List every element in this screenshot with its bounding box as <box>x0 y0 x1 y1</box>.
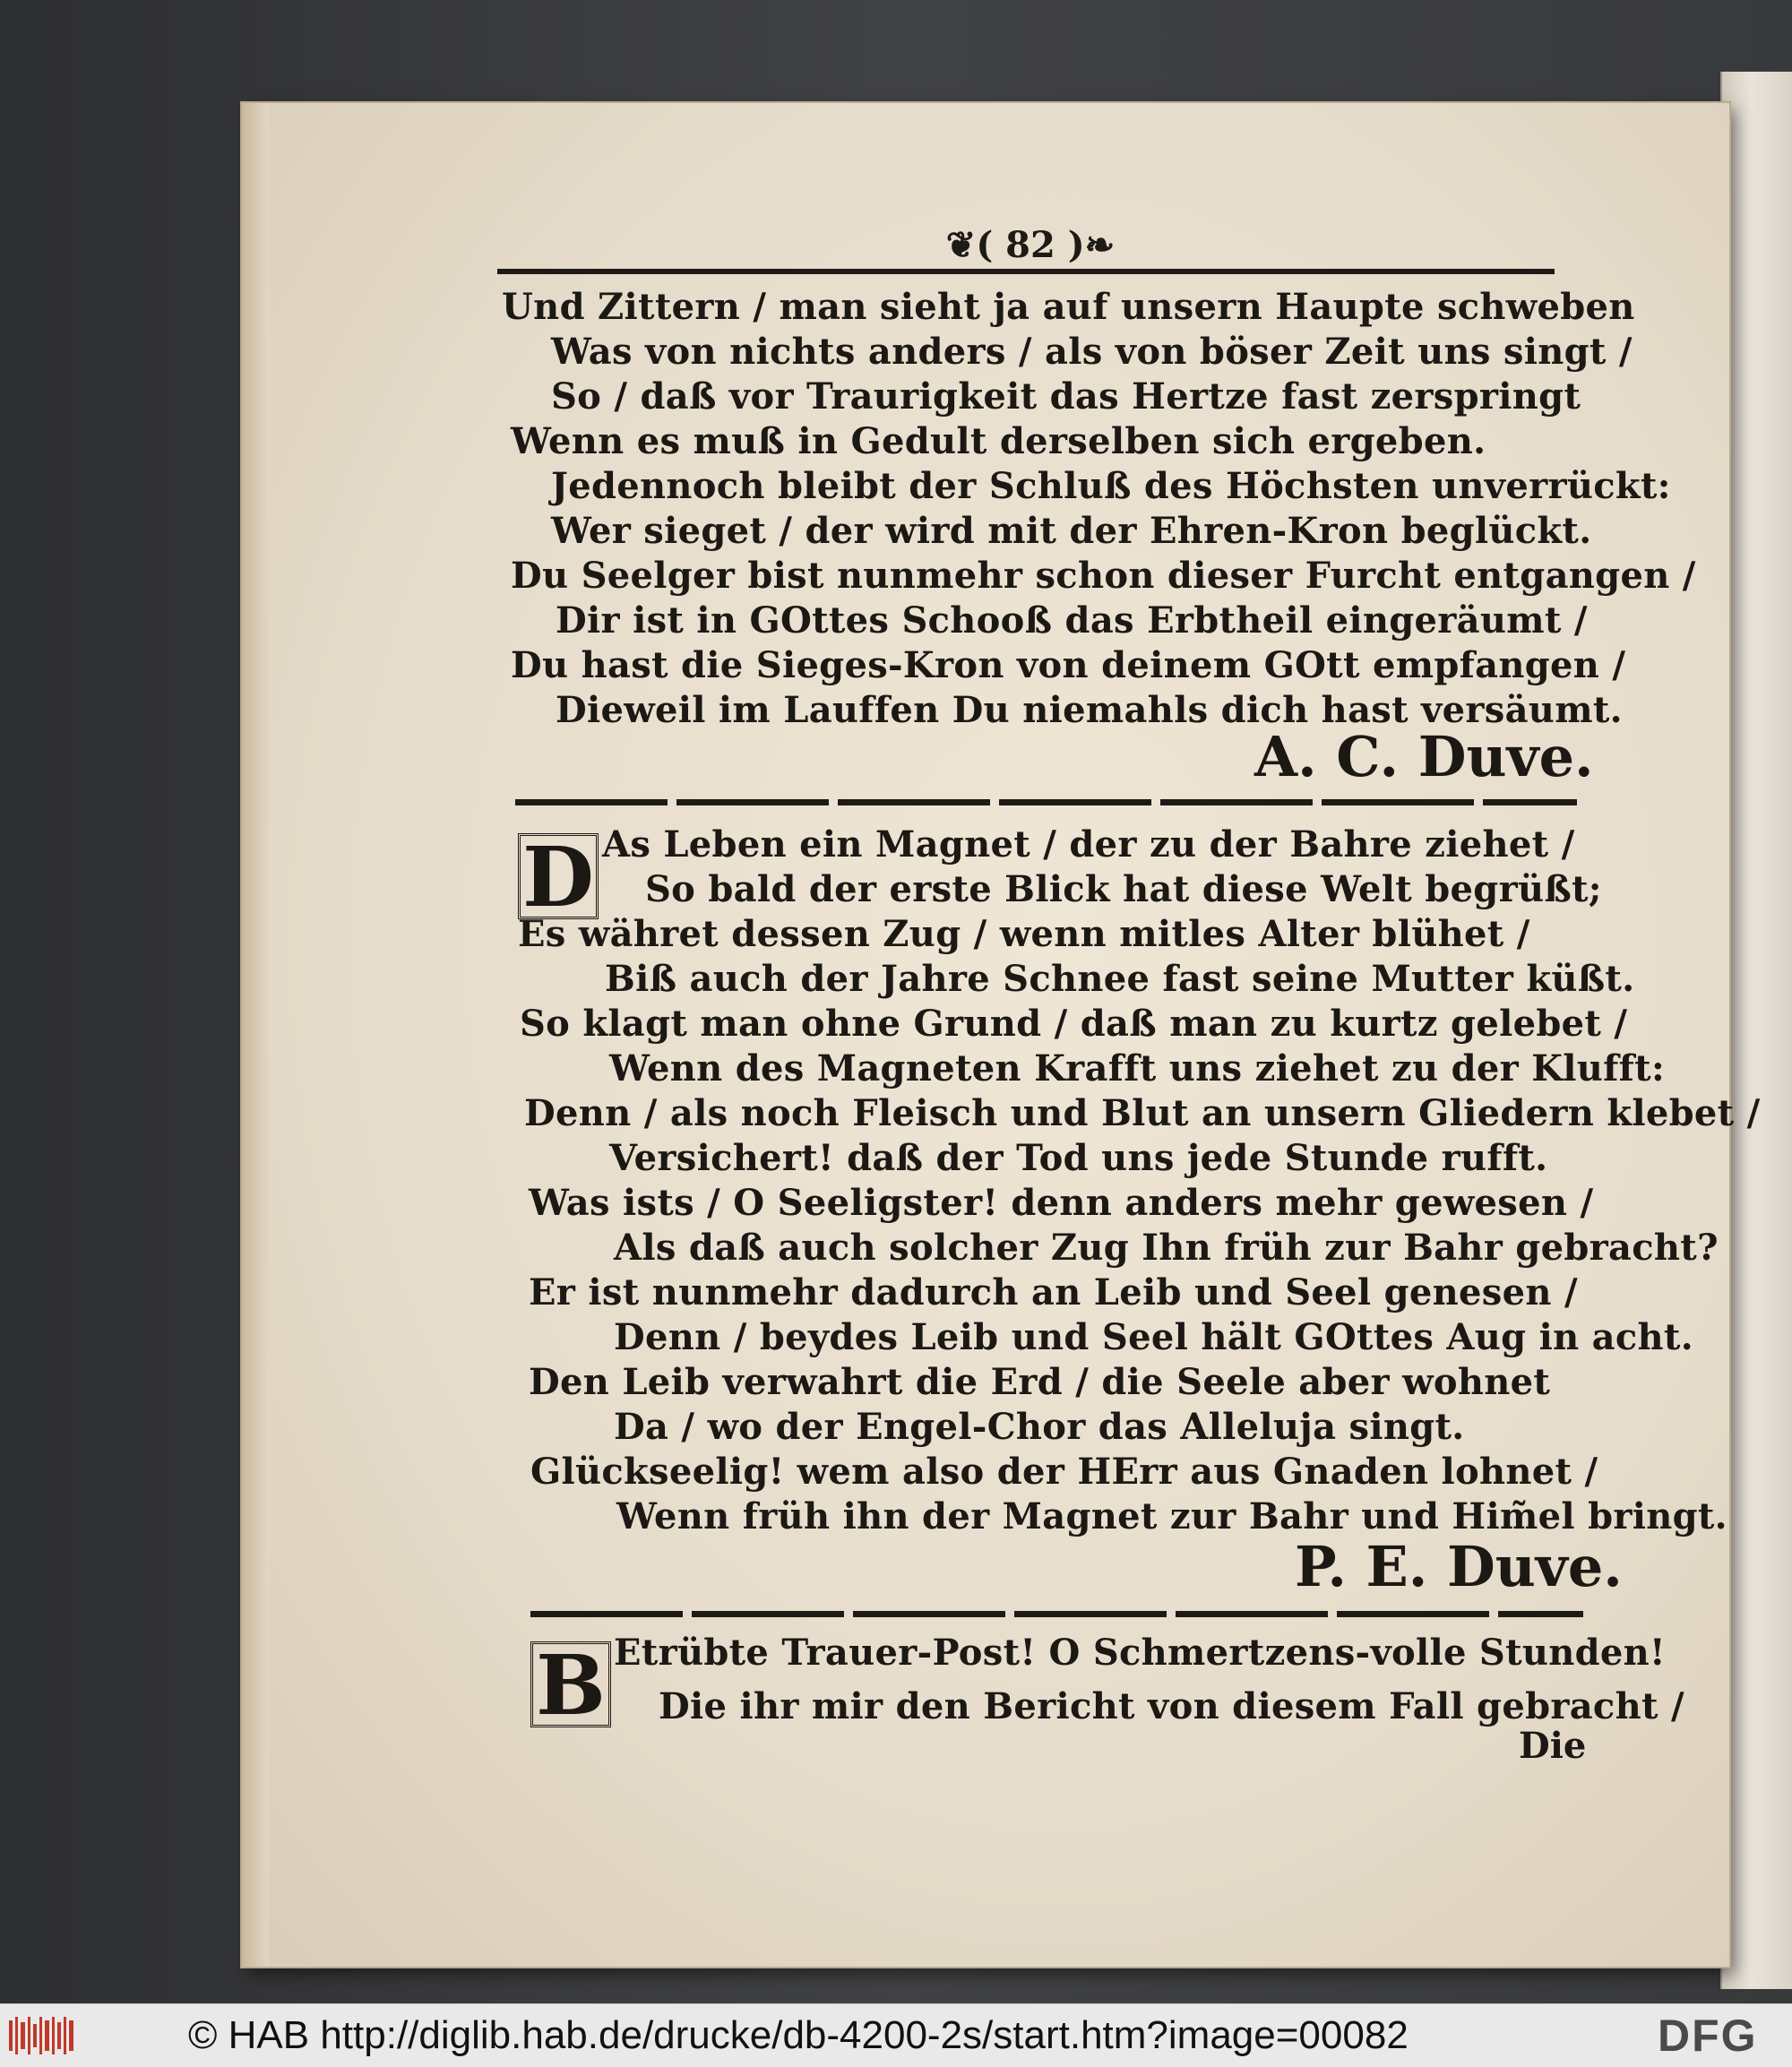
poem1-line: Wenn es muß in Gedult derselben sich ergeben. <box>511 420 1486 462</box>
section-divider <box>515 799 1577 805</box>
poem1-line: Jedennoch bleibt der Schluß des Höchsten unverrückt: <box>551 465 1671 507</box>
poem2-line: Wenn früh ihn der Magnet zur Bahr und Him̃el bringt. <box>616 1495 1727 1537</box>
poem1-line: Du hast die Sieges-Kron von deinem GOtt empfangen / <box>511 644 1626 686</box>
poem1-line: Und Zittern / man sieht ja auf unsern Haupte schweben <box>502 286 1635 328</box>
poem1-line: Du Seelger bist nunmehr schon dieser Furcht entgangen / <box>511 555 1696 597</box>
page-number-header: ❦( 82 )❧ <box>945 224 1116 266</box>
poem2-line: So bald der erste Blick hat diese Welt begrüßt; <box>645 868 1602 910</box>
header-rule <box>497 269 1555 274</box>
poem1-line: Dieweil im Lauffen Du niemahls dich hast versäumt. <box>556 689 1623 731</box>
poem1-line: Dir ist in GOttes Schooß das Erbtheil eingeräumt / <box>556 599 1588 642</box>
poem2-line: Wenn des Magneten Krafft uns ziehet zu der Klufft: <box>609 1047 1666 1089</box>
dropcap-d: D <box>518 833 599 919</box>
poem2-line: Versichert! daß der Tod uns jede Stunde rufft. <box>609 1137 1548 1179</box>
poem3-line: Etrübte Trauer-Post! O Schmertzens-volle Stunden! <box>614 1632 1666 1674</box>
poem2-line: Es währet dessen Zug / wenn mitles Alter blühet / <box>518 913 1530 955</box>
poem1-line: Was von nichts anders / als von böser Zeit uns singt / <box>551 331 1633 373</box>
viewer-footer <box>0 2003 1792 2067</box>
poem2-line: Denn / als noch Fleisch und Blut an unsern Gliedern klebet / <box>524 1092 1761 1134</box>
poem2-line: So klagt man ohne Grund / daß man zu kurtz gelebet / <box>520 1003 1628 1045</box>
poem1-line: So / daß vor Traurigkeit das Hertze fast zerspringt <box>551 375 1581 418</box>
poem2-line: Denn / beydes Leib und Seel hält GOttes Aug in acht. <box>614 1316 1693 1358</box>
signature-pe-duve: P. E. Duve. <box>1295 1534 1623 1599</box>
poem2-line: Er ist nunmehr dadurch an Leib und Seel genesen / <box>529 1271 1578 1313</box>
page-spine-edge <box>242 103 269 1967</box>
next-page-edge <box>1720 72 1792 1989</box>
poem1-line: Wer sieget / der wird mit der Ehren-Kron beglückt. <box>551 510 1592 552</box>
signature-ac-duve: A. C. Duve. <box>1254 724 1594 789</box>
dropcap-b: B <box>530 1641 611 1727</box>
section-divider <box>530 1611 1583 1617</box>
source-link[interactable]: © HAB http://diglib.hab.de/drucke/db-4200-2s/start.htm?image=00082 <box>188 2013 1409 2057</box>
poem2-line: Biß auch der Jahre Schnee fast seine Mutter küßt. <box>605 958 1635 1000</box>
catchword: Die <box>1519 1725 1587 1767</box>
poem2-line: Glückseelig! wem also der HErr aus Gnaden lohnet / <box>530 1451 1598 1493</box>
barcode-icon <box>7 2015 77 2056</box>
poem2-line: Den Leib verwahrt die Erd / die Seele aber wohnet <box>529 1361 1551 1403</box>
poem2-line: As Leben ein Magnet / der zu der Bahre ziehet / <box>602 823 1575 866</box>
poem2-line: Als daß auch solcher Zug Ihn früh zur Bahr gebracht? <box>614 1227 1719 1269</box>
poem2-line: Da / wo der Engel-Chor das Alleluja singt. <box>614 1406 1465 1448</box>
dfg-logo: DFG <box>1658 2011 1758 2061</box>
poem2-line: Was ists / O Seeligster! denn anders mehr gewesen / <box>529 1182 1594 1224</box>
poem3-line: Die ihr mir den Bericht von diesem Fall gebracht / <box>659 1685 1684 1727</box>
